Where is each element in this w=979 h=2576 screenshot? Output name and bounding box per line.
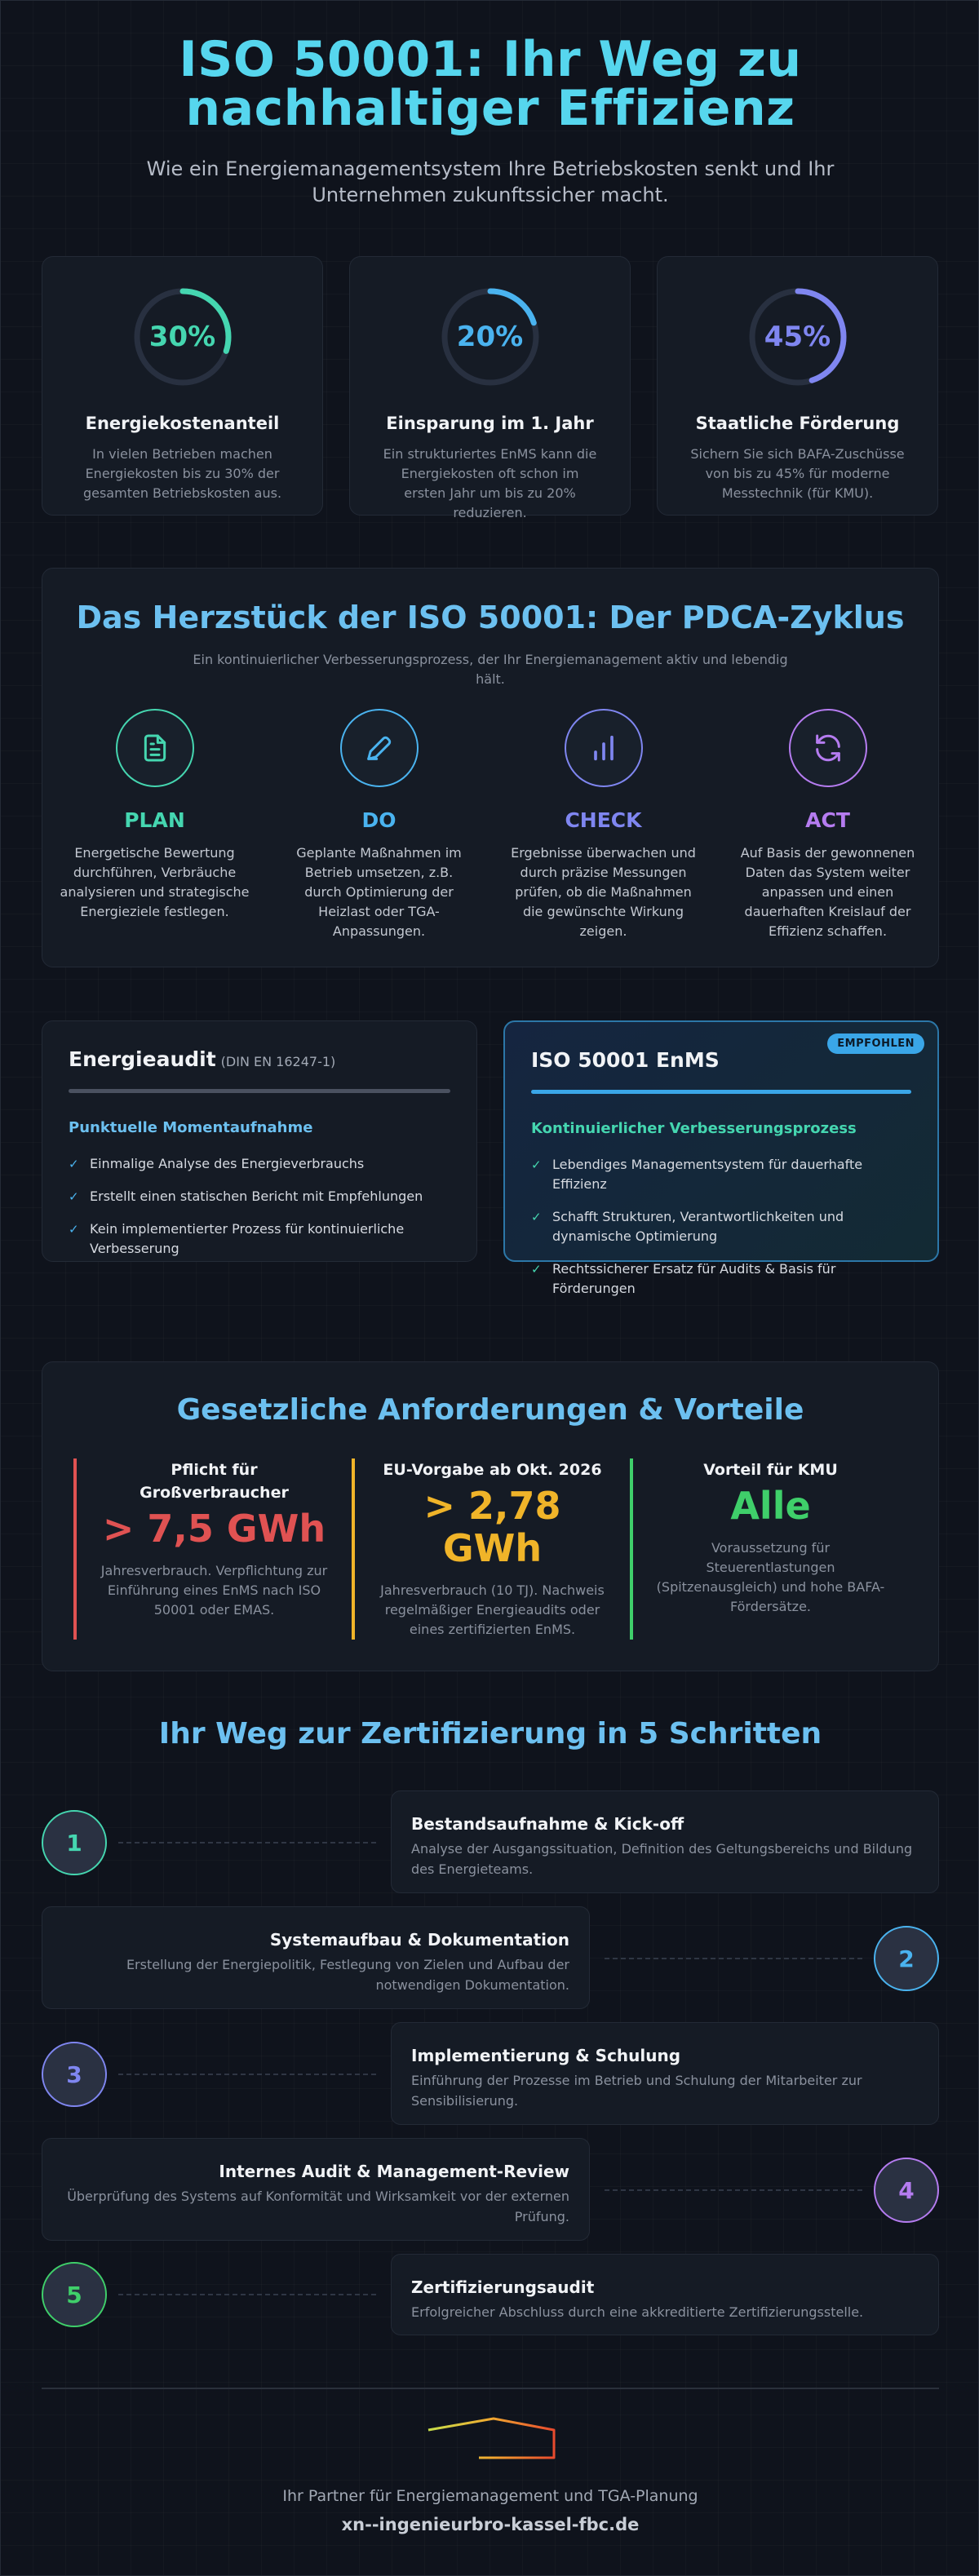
step-number: 4: [874, 2158, 939, 2223]
list-item-text: Kein implementierter Prozess für kontinuierliche Verbesserung: [90, 1221, 405, 1256]
connector-line: [605, 2189, 862, 2191]
legal-column: [73, 1458, 352, 1640]
legal-columns: [73, 1458, 909, 1640]
step-title: Bestandsaufnahme & Kick-off: [411, 1814, 684, 1834]
step-number: 2: [874, 1926, 939, 1991]
list-item: [531, 1207, 911, 1246]
pdca-step-label: PLAN: [124, 808, 185, 832]
pdca-title: Das Herzstück der ISO 50001: Der PDCA-Zyklus: [76, 600, 905, 635]
list-item-text: Lebendiges Managementsystem für dauerhafte Effizienz: [552, 1157, 863, 1192]
check-icon: ✓: [69, 1157, 79, 1171]
stat-title: Einsparung im 1. Jahr: [386, 414, 594, 433]
step-card: [391, 2022, 939, 2125]
connector-line: [118, 2074, 376, 2075]
step-text: Analyse der Ausgangssituation, Definition des Geltungsbereichs und Bildung des Energieteams.: [411, 1841, 913, 1877]
stat-value: 45%: [764, 321, 831, 353]
page-title-line1: ISO 50001: Ihr Weg zu: [179, 31, 802, 88]
check-icon: ✓: [531, 1210, 542, 1224]
pdca-step-label: ACT: [805, 808, 850, 832]
pdca-subtitle: Ein kontinuierlicher Verbesserungsprozess, der Ihr Energiemanagement aktiv und lebendig hält.: [193, 652, 788, 687]
pdca-step-label: DO: [361, 808, 396, 832]
progress-ring: [132, 286, 233, 387]
stat-text: Ein strukturiertes EnMS kann die Energiekosten oft schon im ersten Jahr um bis zu 20% reduzieren.: [383, 446, 597, 520]
pdca-step-text: Energetische Bewertung durchführen, Verbräuche analysieren und strategische Energieziele festlegen.: [60, 845, 250, 919]
card-subtitle: Kontinuierlicher Verbesserungsprozess: [531, 1120, 857, 1137]
process-step: [42, 2254, 939, 2335]
progress-ring: [747, 286, 848, 387]
pdca-step-text: Ergebnisse überwachen und durch präzise Messungen prüfen, ob die Maßnahmen die gewünschte Wirkung zeigen.: [511, 845, 696, 939]
step-title: Systemaufbau & Dokumentation: [269, 1930, 569, 1950]
pdca-steps: [42, 709, 940, 941]
document-icon: [116, 709, 194, 787]
divider: [531, 1090, 911, 1094]
feature-list: [69, 1154, 450, 1259]
pencil-icon: [340, 709, 419, 787]
list-item: [531, 1155, 911, 1194]
legal-value: > 7,5 GWh: [102, 1507, 326, 1551]
connector-line: [605, 1958, 862, 1959]
stat-value: 30%: [148, 321, 216, 353]
step-text: Überprüfung des Systems auf Konformität und Wirksamkeit vor der externen Prüfung.: [67, 2189, 569, 2224]
process-step: [42, 2022, 939, 2125]
step-text: Erfolgreicher Abschluss durch eine akkreditierte Zertifizierungsstelle.: [411, 2304, 864, 2320]
list-item: [531, 1259, 911, 1299]
list-item-text: Schafft Strukturen, Verantwortlichkeiten und dynamische Optimierung: [552, 1209, 844, 1244]
comparison-section: [42, 1020, 939, 1296]
process-title: Ihr Weg zur Zertifizierung in 5 Schritten: [158, 1717, 822, 1751]
check-icon: ✓: [69, 1189, 79, 1204]
process-step: [42, 2138, 939, 2241]
list-item: [69, 1219, 450, 1259]
legal-title: Gesetzliche Anforderungen & Vorteile: [176, 1393, 804, 1427]
pdca-step-check: [491, 709, 715, 941]
step-text: Erstellung der Energiepolitik, Festlegung von Zielen und Aufbau der notwendigen Dokumentation.: [126, 1957, 569, 1993]
check-icon: ✓: [531, 1262, 542, 1277]
stat-card: [657, 256, 938, 516]
legal-value: > 2,78 GWh: [423, 1484, 561, 1570]
divider: [69, 1089, 450, 1093]
list-item-text: Einmalige Analyse des Energieverbrauchs: [90, 1156, 365, 1171]
check-icon: ✓: [531, 1157, 542, 1172]
step-number: 5: [42, 2262, 107, 2327]
feature-list: [531, 1155, 911, 1299]
stat-text: In vielen Betrieben machen Energiekosten bis zu 30% der gesamten Betriebskosten aus.: [82, 446, 282, 501]
legal-column: [352, 1458, 630, 1640]
footer-tagline: Ihr Partner für Energiemanagement und TGA-Planung: [282, 2487, 698, 2505]
page-subtitle: Wie ein Energiemanagementsystem Ihre Betriebskosten senkt und Ihr Unternehmen zukunftssicher macht.: [146, 157, 835, 206]
list-item: [69, 1187, 450, 1206]
progress-ring: [440, 286, 541, 387]
step-title: Implementierung & Schulung: [411, 2046, 681, 2065]
stats-row: [42, 256, 939, 520]
legal-section: [42, 1361, 939, 1671]
legal-text: Jahresverbrauch. Verpflichtung zur Einführung eines EnMS nach ISO 50001 oder EMAS.: [100, 1563, 328, 1618]
step-card: [391, 1790, 939, 1893]
legal-text: Jahresverbrauch (10 TJ). Nachweis regelmäßiger Energieaudits oder eines zertifizierten EnMS.: [380, 1582, 605, 1637]
process-step: [42, 1906, 939, 2009]
check-icon: ✓: [69, 1222, 79, 1237]
step-title: Internes Audit & Management-Review: [219, 2162, 569, 2181]
legal-value: Alle: [730, 1484, 811, 1528]
card-title-text: Energieaudit: [69, 1047, 216, 1071]
legal-heading: Pflicht für Großverbraucher: [140, 1461, 289, 1502]
pdca-section: [42, 568, 939, 967]
footer-divider: [42, 2388, 939, 2389]
stat-title: Staatliche Förderung: [695, 414, 900, 433]
connector-line: [118, 2294, 376, 2295]
list-item-text: Rechtssicherer Ersatz für Audits & Basis für Förderungen: [552, 1261, 836, 1296]
house-roof-logo: [425, 2417, 556, 2463]
card-title: ISO 50001 EnMS: [531, 1048, 720, 1072]
step-card: [42, 2138, 590, 2241]
recommended-badge: EMPFOHLEN: [827, 1033, 924, 1054]
list-item-text: Erstellt einen statischen Bericht mit Empfehlungen: [90, 1188, 423, 1204]
pdca-step-plan: [42, 709, 267, 941]
pdca-step-text: Geplante Maßnahmen im Betrieb umsetzen, z.B. durch Optimierung der Heizlast oder TGA-Anpassungen.: [296, 845, 462, 939]
connector-line: [118, 1842, 376, 1843]
legal-heading: EU-Vorgabe ab Okt. 2026: [383, 1461, 602, 1479]
footer-url: xn--ingenieurbro-kassel-fbc.de: [341, 2515, 640, 2534]
pdca-step-act: [715, 709, 940, 941]
norm-reference: (DIN EN 16247-1): [220, 1054, 336, 1069]
process-step: [42, 1790, 939, 1893]
step-number: 1: [42, 1810, 107, 1875]
step-number: 3: [42, 2042, 107, 2107]
list-item: [69, 1154, 450, 1174]
card-subtitle: Punktuelle Momentaufnahme: [69, 1119, 313, 1136]
stat-text: Sichern Sie sich BAFA-Zuschüsse von bis zu 45% für moderne Messtechnik (für KMU).: [690, 446, 905, 501]
refresh-icon: [789, 709, 867, 787]
legal-column: [630, 1458, 908, 1640]
pdca-step-do: [267, 709, 491, 941]
step-title: Zertifizierungsaudit: [411, 2277, 595, 2297]
page-title: [42, 31, 939, 137]
stat-card: [349, 256, 631, 520]
card-title: [69, 1047, 450, 1071]
energieaudit-card: [42, 1020, 477, 1262]
bar-chart-icon: [565, 709, 643, 787]
stat-value: 20%: [456, 321, 524, 353]
stat-title: Energiekostenanteil: [85, 414, 280, 433]
stat-card: [42, 256, 323, 516]
legal-text: Voraussetzung für Steuerentlastungen (Spitzenausgleich) und hohe BAFA-Fördersätze.: [656, 1540, 885, 1614]
iso50001-card: [503, 1020, 939, 1296]
page-title-line2: nachhaltiger Effizienz: [185, 80, 795, 137]
step-card: [391, 2254, 939, 2335]
pdca-step-label: CHECK: [565, 808, 642, 832]
step-card: [42, 1906, 590, 2009]
pdca-step-text: Auf Basis der gewonnenen Daten das System weiter anpassen und einen dauerhaften Kreislauf der Effizienz schaffen.: [740, 845, 915, 939]
hero: [42, 31, 939, 208]
step-text: Einführung der Prozesse im Betrieb und Schulung der Mitarbeiter zur Sensibilisierung.: [411, 2073, 862, 2109]
legal-heading: Vorteil für KMU: [703, 1461, 838, 1479]
